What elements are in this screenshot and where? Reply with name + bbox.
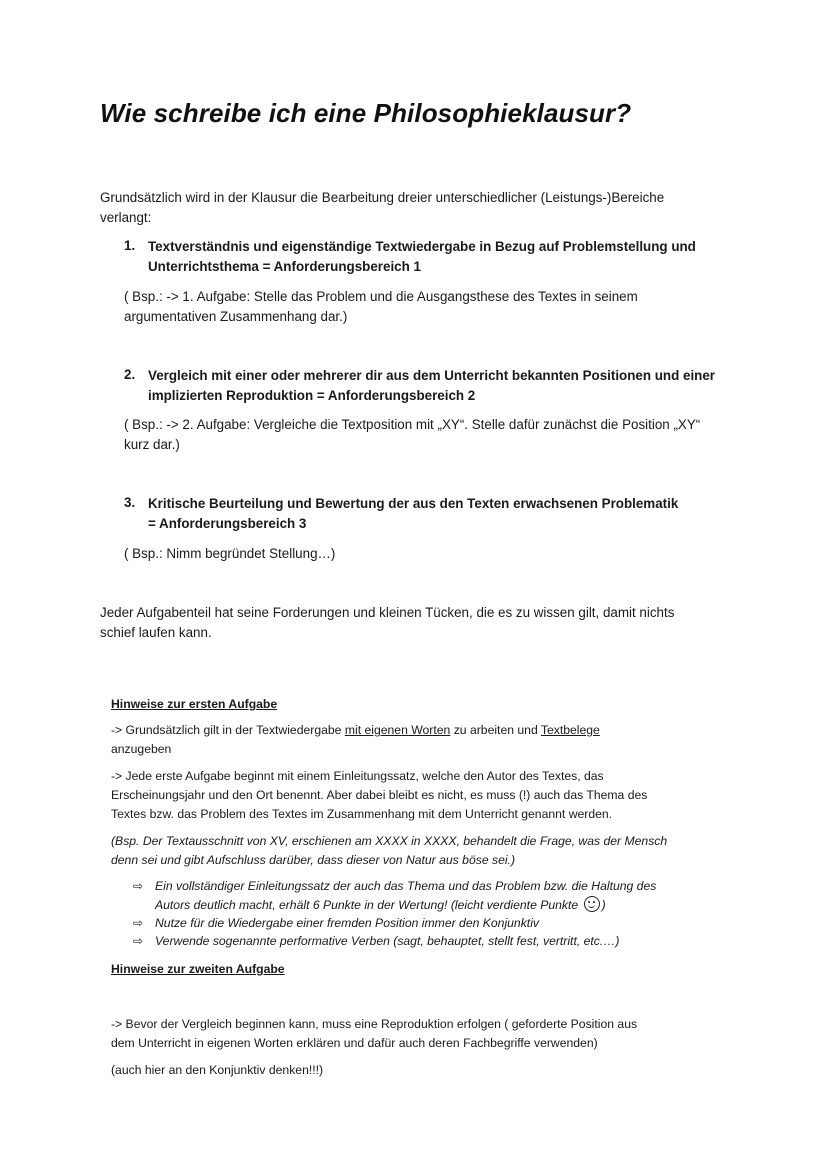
area-heading-line: Textverständnis und eigenständige Textwiedergabe in Bezug auf Problemstellung und [148, 239, 696, 254]
example-line: (Bsp. Der Textausschnitt von XV, erschienen am XXXX in XXXX, behandelt die Frage, was der Mensch [111, 834, 668, 848]
area-heading-line: Vergleich mit einer oder mehrerer dir aus dem Unterricht bekannten Positionen und einer [148, 368, 716, 383]
section2-paragraph-1 [111, 1015, 637, 1053]
text-run: zu arbeiten und [450, 723, 541, 737]
arrow-right-icon: ⇨ [133, 879, 144, 893]
text-run: -> Grundsätzlich gilt in der Textwiedergabe [111, 723, 345, 737]
area-heading [148, 366, 715, 405]
paragraph-line: anzugeben [111, 742, 172, 756]
tip-line: Ein vollständiger Einleitungssatz der auch das Thema und das Problem bzw. die Haltung des [155, 879, 657, 893]
summary-line: Jeder Aufgabenteil hat seine Forderungen und kleinen Tücken, die es zu wissen gilt, damit nichts [100, 605, 675, 620]
area-heading [148, 494, 678, 533]
smiley-icon [584, 896, 600, 912]
area-example-line: argumentativen Zusammenhang dar.) [124, 308, 348, 324]
text-run: Autors deutlich macht, erhält 6 Punkte in der Wertung! (leicht verdiente Punkte [155, 898, 579, 912]
area-example-line: ( Bsp.: Nimm begründet Stellung…) [124, 546, 336, 561]
summary-line: schief laufen kann. [100, 624, 212, 640]
summary-paragraph [100, 603, 674, 642]
intro-line: Grundsätzlich wird in der Klausur die Bearbeitung dreier unterschiedlicher (Leistungs-)Bereiche [100, 190, 665, 205]
arrow-right-icon: ⇨ [133, 916, 144, 930]
area-example [124, 415, 700, 454]
paragraph-line: -> Jede erste Aufgabe beginnt mit einem Einleitungssatz, welche den Autor des Textes, das [111, 769, 604, 783]
paragraph-line: Erscheinungsjahr und den Ort benennt. Aber dabei bleibt es nicht, es muss (!) auch das Thema des [111, 788, 648, 802]
area-heading-line: Kritische Beurteilung und Bewertung der aus den Texten erwachsenen Problematik [148, 496, 679, 511]
section1-example [111, 832, 667, 870]
arrow-right-icon: ⇨ [133, 934, 144, 948]
section-heading-second-task: Hinweise zur zweiten Aufgabe [111, 962, 285, 976]
area-heading-line: Unterrichtsthema = Anforderungsbereich 1 [148, 258, 421, 274]
section1-paragraph-1 [111, 721, 600, 759]
tip-line [155, 896, 656, 915]
intro-line: verlangt: [100, 209, 152, 225]
area-heading-line: implizierten Reproduktion = Anforderungsbereich 2 [148, 387, 476, 403]
area-example-line: ( Bsp.: -> 1. Aufgabe: Stelle das Problem und die Ausgangsthese des Textes in seinem [124, 289, 638, 304]
tip-item [155, 877, 656, 915]
area-heading-line: = Anforderungsbereich 3 [148, 515, 307, 531]
area-example [124, 544, 335, 564]
section-heading-first-task: Hinweise zur ersten Aufgabe [111, 697, 278, 711]
tip-item: Nutze für die Wiedergabe einer fremden Position immer den Konjunktiv [155, 916, 539, 930]
area-heading [148, 237, 696, 276]
area-example-line: ( Bsp.: -> 2. Aufgabe: Vergleiche die Textposition mit „XY“. Stelle dafür zunächst die Position „XY“ [124, 417, 701, 432]
text-run-underlined: Textbelege [540, 723, 600, 737]
paragraph-line: -> Bevor der Vergleich beginnen kann, muss eine Reproduktion erfolgen ( geforderte Position aus [111, 1017, 638, 1031]
area-number: 1. [124, 238, 136, 253]
text-run-underlined: mit eigenen Worten [344, 723, 451, 737]
area-number: 3. [124, 495, 136, 510]
page-title: Wie schreibe ich eine Philosophieklausur? [100, 98, 632, 128]
paragraph-line [111, 721, 600, 740]
example-line: denn sei und gibt Aufschluss darüber, dass dieser von Natur aus böse sei.) [111, 853, 516, 867]
tip-item: Verwende sogenannte performative Verben (sagt, behauptet, stellt fest, vertritt, etc.…) [155, 934, 620, 948]
area-example [124, 287, 638, 326]
section1-paragraph-2 [111, 767, 647, 824]
paragraph-line: dem Unterricht in eigenen Worten erklären und dafür auch deren Fachbegriffe verwenden) [111, 1036, 598, 1050]
area-number: 2. [124, 367, 136, 382]
section2-paragraph-2: (auch hier an den Konjunktiv denken!!!) [111, 1063, 324, 1077]
intro-paragraph [100, 188, 664, 227]
area-example-line: kurz dar.) [124, 436, 180, 452]
paragraph-line: Textes bzw. das Problem des Textes im Zusammenhang mit dem Unterricht genannt werden. [111, 807, 613, 821]
text-run: ) [601, 898, 606, 912]
